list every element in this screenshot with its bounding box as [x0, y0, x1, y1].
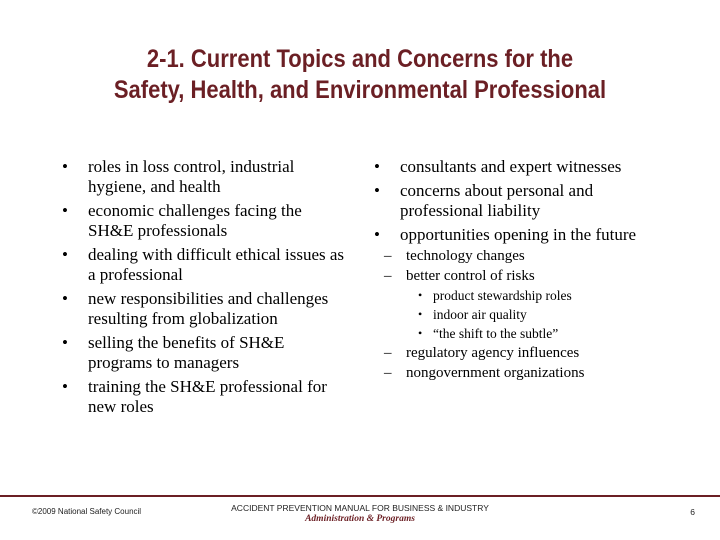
left-bullet-list — [62, 157, 347, 417]
bullet-item: • dealing with difficult ethical issues as a professional — [62, 245, 347, 285]
sub-item: – better control of risks — [374, 267, 674, 285]
risks-sub-sub-list — [374, 287, 674, 342]
bullet-item: • economic challenges facing the SH&E professionals — [62, 201, 347, 241]
footer-manual-name: ACCIDENT PREVENTION MANUAL FOR BUSINESS & INDUSTRY — [231, 503, 489, 513]
sub-item: – technology changes — [374, 247, 674, 265]
bullet-text: opportunities opening in the future — [400, 225, 637, 244]
slide-title-line-1: 2-1. Current Topics and Concerns for the — [146, 45, 574, 73]
bullet-item: • new responsibilities and challenges resulting from globalization — [62, 289, 347, 329]
left-column — [62, 157, 347, 421]
sub-item: – nongovernment organizations — [374, 364, 674, 382]
bullet-item: • selling the benefits of SH&E programs to managers — [62, 333, 347, 373]
footer-manual-subtitle: Administration & Programs — [305, 514, 415, 524]
sub-sub-item: • product stewardship roles — [374, 287, 674, 304]
bullet-item: • roles in loss control, industrial hygiene, and health — [62, 157, 347, 197]
sub-sub-item: • indoor air quality — [374, 306, 674, 323]
bullet-item — [374, 181, 674, 221]
bullet-item-future — [374, 225, 674, 245]
right-column — [374, 157, 674, 382]
future-sub-list — [374, 247, 674, 285]
slide-title-line-2: Safety, Health, and Environmental Professional — [113, 76, 607, 104]
footer-copyright: ©2009 National Safety Council — [32, 507, 142, 516]
bullet-text: consultants and expert witnesses — [400, 157, 622, 176]
bullet-item: • training the SH&E professional for new roles — [62, 377, 347, 417]
bullet-item — [374, 157, 674, 177]
page-number: 6 — [690, 507, 695, 517]
future-sub-list-2 — [374, 344, 674, 382]
sub-sub-item: • “the shift to the subtle” — [374, 325, 674, 342]
bullet-text: concerns about personal and professional liability — [400, 181, 594, 220]
slide-title — [43, 44, 677, 106]
right-bullet-list — [374, 157, 674, 245]
sub-item: – regulatory agency influences — [374, 344, 674, 362]
footer-manual-title — [0, 503, 720, 525]
footer-divider — [0, 495, 720, 497]
